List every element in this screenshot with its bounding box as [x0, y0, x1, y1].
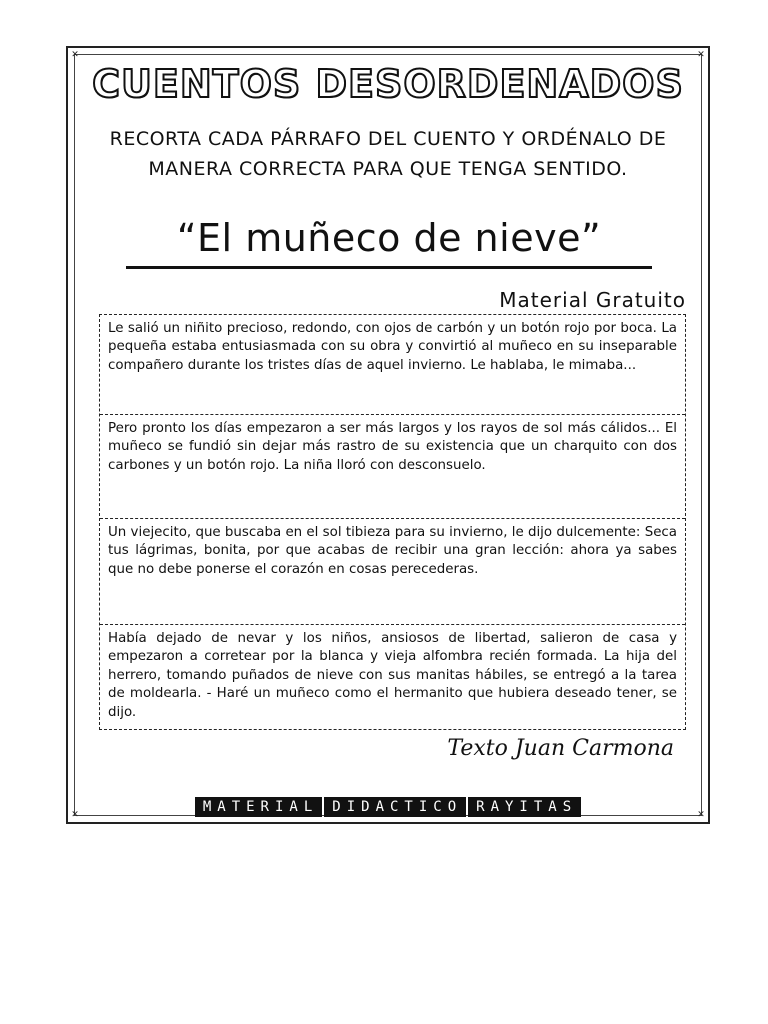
free-material-label: Material Gratuito: [499, 288, 686, 312]
brand-footer: [68, 796, 708, 817]
author-credit: Texto Juan Carmona: [447, 736, 674, 761]
instructions-text: RECORTA CADA PÁRRAFO DEL CUENTO Y ORDÉNALO DE MANERA CORRECTA PARA QUE TENGA SENTIDO.: [109, 128, 667, 180]
brand-word: DIDACTICO: [324, 797, 466, 817]
story-paragraph: Le salió un niñito precioso, redondo, con ojos de carbón y un botón rojo por boca. La pequeña estaba entusiasmada con su obra y convirtió al muñeco en su inseparable compañero durante los tristes días de aquel invierno. Le hablaba, le mimaba...: [100, 315, 685, 415]
worksheet-title: CUENTOS DESORDENADOS: [92, 62, 684, 106]
worksheet-frame: [66, 46, 710, 824]
corner-ornament-icon: ✕: [71, 50, 79, 60]
story-paragraph: Pero pronto los días empezaron a ser más largos y los rayos de sol más cálidos... El muñeco se fundió sin dejar más rastro de su existencia que un charquito con dos carbones y un botón rojo. La niña lloró con desconsuelo.: [100, 415, 685, 519]
corner-ornament-icon: ✕: [697, 810, 705, 820]
story-paragraph: Había dejado de nevar y los niños, ansiosos de libertad, salieron de casa y empezaron a corretear por la blanca y vieja alfombra recién formada. La hija del herrero, tomando puñados de nieve con sus manitas hábiles, se entregó a la tarea de moldearla. - Haré un muñeco como el hermanito que hubiera deseado tener, se dijo.: [108, 631, 677, 720]
story-paragraphs: [99, 314, 686, 730]
corner-ornament-icon: ✕: [71, 810, 79, 820]
brand-word: RAYITAS: [468, 797, 581, 817]
corner-ornament-icon: ✕: [697, 50, 705, 60]
story-paragraph: Un viejecito, que buscaba en el sol tibieza para su invierno, le dijo dulcemente: Seca tus lágrimas, bonita, por que acabas de recibir una gran lección: ahora ya sabes que no debe ponerse el corazón en cosas perecederas.: [100, 519, 685, 625]
brand-word: MATERIAL: [195, 797, 322, 817]
story-title: “El muñeco de nieve”: [126, 216, 652, 269]
